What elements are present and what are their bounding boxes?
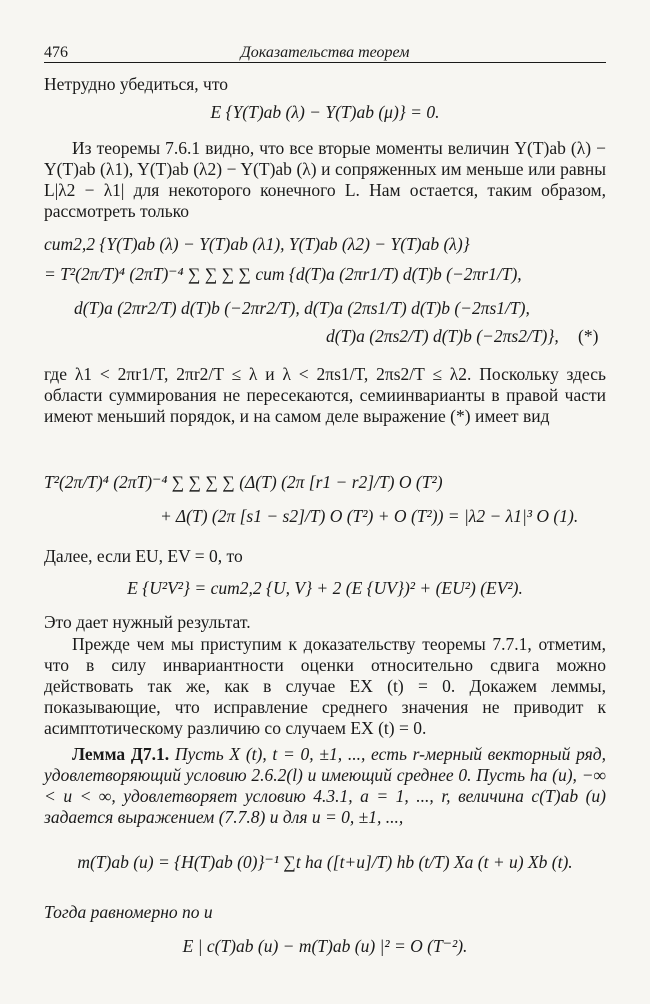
equation-3-line-2: + Δ(T) (2π [s1 − s2]/T) O (T²) + O (T²)) = |λ2 − λ1|³ O (1). (160, 506, 579, 526)
equation-2-line-3: d(T)a (2πr2/T) d(T)b (−2πr2/T), d(T)a (2πs1/T) d(T)b (−2πs1/T), (74, 298, 530, 318)
lemma-statement: Пусть X (t), t = 0, ±1, ..., есть r-мерный векторный ряд, удовлетворяющий условию 2.6.2(l) и имеющий среднее 0. Пусть ha (u), −∞ < u < ∞, удовлетворяет условию 4.3.1, a = 1, ..., r, величина c(T)ab (u) задается выражением (7.7.8) и для u = 0, ±1, ..., (44, 744, 607, 827)
running-title: Доказательства теорем (240, 44, 410, 61)
paragraph-theorem-ref: Из теоремы 7.6.1 видно, что все вторые моменты величин Y(T)ab (λ) − Y(T)ab (λ1), Y(T)ab (λ2) − Y(T)ab (λ) и сопряженных им меньше или равны L|λ2 − λ1| для некоторого конечного L. Нам остается, таким образом, рассмотреть только (44, 138, 606, 221)
paragraph-result: Это дает нужный результат. (44, 612, 251, 632)
paragraph-before-proof: Прежде чем мы приступим к доказательству теоремы 7.7.1, отметим, что в силу инвариантности оценки относительно сдвига можно действовать так же, как в случае EX (t) = 0. Докажем леммы, показывающие, что исправление среднего значения не приводит к асимптотическому различию со случаем EX (t) = 0. (44, 634, 606, 738)
paragraph-intro: Нетрудно убедиться, что (44, 74, 228, 94)
lemma-label: Лемма Д7.1. (72, 744, 170, 764)
equation-5: m(T)ab (u) = {H(T)ab (0)}⁻¹ ∑t ha ([t+u]/T) hb (t/T) Xa (t + u) Xb (t). (77, 852, 573, 872)
equation-1: E {Y(T)ab (λ) − Y(T)ab (μ)} = 0. (210, 102, 440, 122)
equation-2-line-4: d(T)a (2πs2/T) d(T)b (−2πs2/T)}, (326, 326, 559, 346)
equation-4: E {U²V²} = cum2,2 {U, V} + 2 (E {UV})² + (EU²) (EV²). (127, 578, 523, 598)
paragraph-summation-regions: где λ1 < 2πr1/T, 2πr2/T ≤ λ и λ < 2πs1/T, 2πs2/T ≤ λ2. Поскольку здесь области суммирования не пересекаются, семиинварианты в правой части имеют меньший порядок, и на самом деле выражение (*) имеет вид (44, 364, 606, 426)
equation-3-line-1: T²(2π/T)⁴ (2πT)⁻⁴ ∑ ∑ ∑ ∑ (Δ(T) (2π [r1 − r2]/T) O (T²) (44, 472, 443, 492)
equation-2-tag: (*) (578, 326, 599, 346)
lemma-d7-1 (44, 744, 606, 828)
paragraph-uniformly: Тогда равномерно по u (44, 902, 213, 922)
equation-2-line-1: cum2,2 {Y(T)ab (λ) − Y(T)ab (λ1), Y(T)ab (λ2) − Y(T)ab (λ)} (44, 234, 470, 254)
paragraph-further: Далее, если EU, EV = 0, то (44, 546, 243, 566)
equation-6: E | c(T)ab (u) − m(T)ab (u) |² = O (T⁻²). (182, 936, 468, 956)
page-number: 476 (44, 44, 68, 61)
equation-2-line-2: = T²(2π/T)⁴ (2πT)⁻⁴ ∑ ∑ ∑ ∑ cum {d(T)a (2πr1/T) d(T)b (−2πr1/T), (44, 264, 522, 284)
page-header (44, 42, 606, 63)
